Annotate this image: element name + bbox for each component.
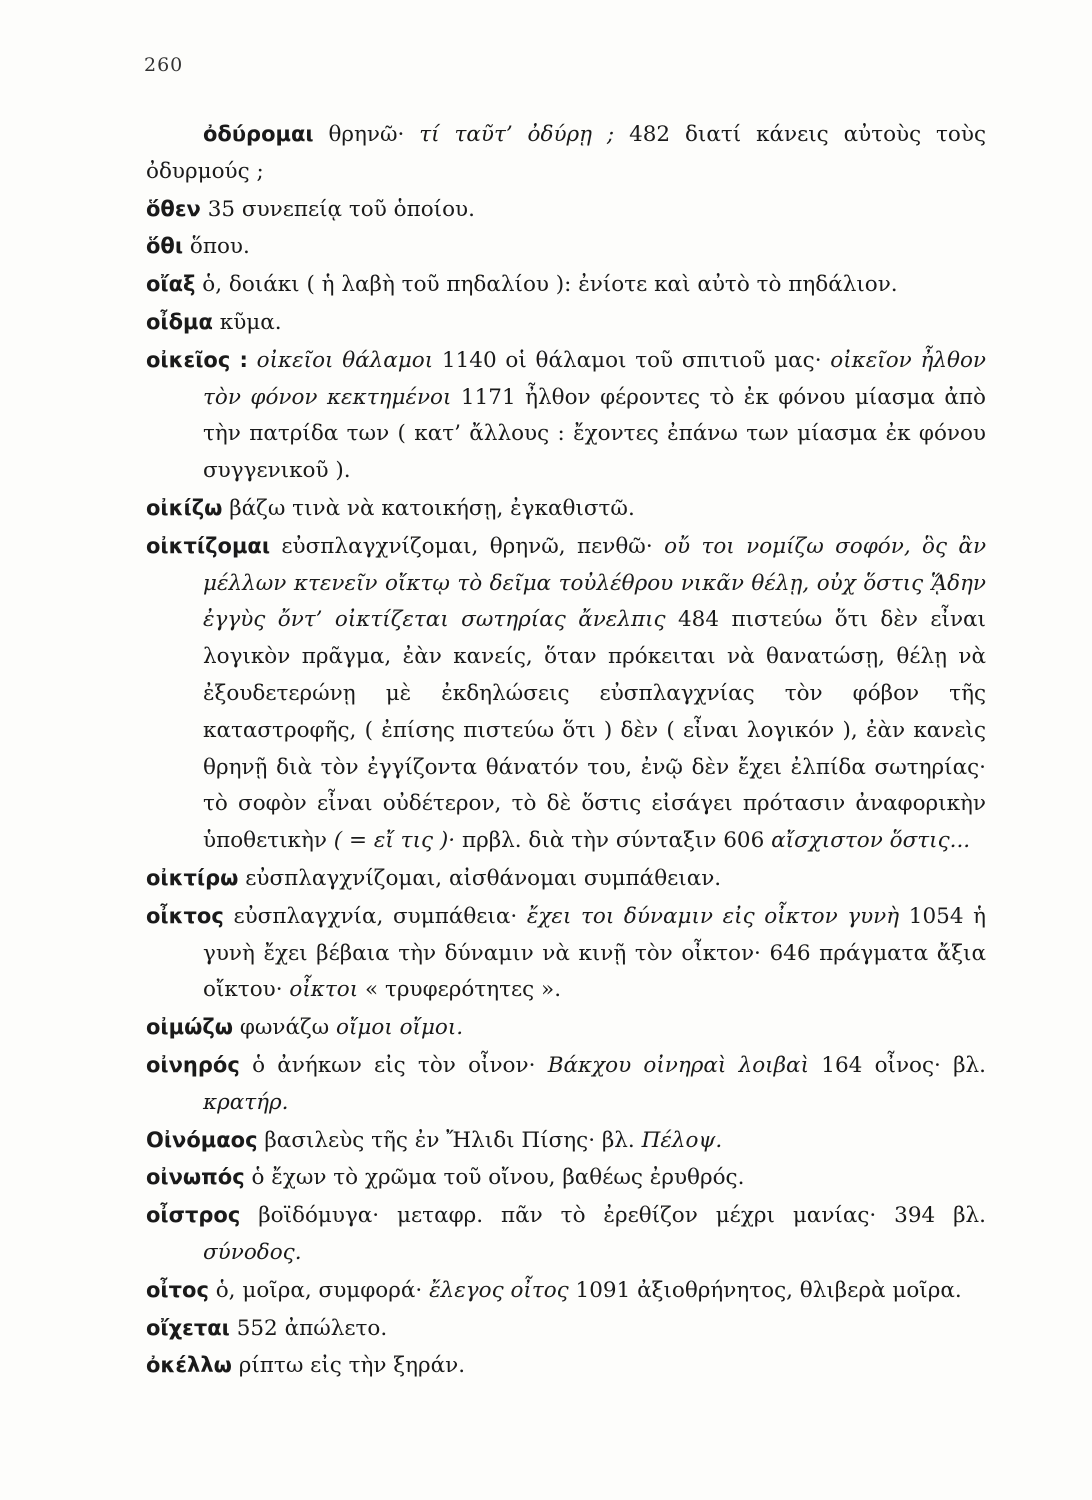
definition: 552 ἀπώλετο. — [236, 1315, 388, 1341]
headword: οἰκτίρω — [146, 865, 239, 890]
headword: οἰνηρός — [146, 1052, 240, 1077]
definition: 482 διατί κάνεις αὐτοὺς τοὺς ὀδυρμούς ; — [146, 122, 986, 184]
quotation: οἰκεῖον ἦλθον τὸν φόνον κεκτημένοι — [203, 347, 986, 410]
headword: ὀδύρομαι — [203, 122, 314, 146]
headword: ὅθι — [146, 234, 184, 259]
headword: οἰνωπός — [146, 1165, 245, 1190]
definition: εὐσπλαγχνίζομαι, αἰσθάνομαι συμπάθειαν. — [245, 865, 722, 891]
quotation: ἔλεγος οἶτος — [429, 1277, 569, 1303]
definition: εὐσπλαγχνίζομαι, θρηνῶ, πενθῶ· — [281, 533, 653, 559]
headword: οἴχεται — [146, 1315, 230, 1340]
entry-hothen — [146, 191, 986, 229]
entry-oiax — [146, 266, 986, 304]
cross-reference: Πέλοψ. — [641, 1127, 723, 1153]
entry-oiktiro — [146, 860, 986, 898]
definition: ὁ, μοῖρα, συμφορά· — [215, 1277, 423, 1303]
quotation: αἴσχιστον ὅστις... — [771, 828, 971, 854]
quotation: οἴμοι οἴμοι. — [336, 1015, 464, 1041]
definition: 1171 ἦλθον φέροντες τὸ ἐκ φόνου μίασμα ἀπὸ τὴν πατρίδα των ( κατ’ ἄλλους : ἔχοντες ἐπάνω των μίασμα ἐκ φόνου συγγενικοῦ ). — [203, 384, 986, 484]
entry-oikeios — [146, 342, 986, 490]
entry-oidma — [146, 304, 986, 342]
headword: οἰκίζω — [146, 495, 223, 520]
glossary-entries — [146, 116, 986, 1385]
entry-oinopos — [146, 1159, 986, 1197]
entry-oiktizomai — [146, 528, 986, 860]
quotation: ( = εἴ τις )· — [333, 828, 456, 854]
definition: βασιλεὺς τῆς ἐν Ἤλιδι Πίσης· βλ. — [264, 1127, 635, 1153]
definition: ὁ, δοιάκι ( ἡ λαβὴ τοῦ πηδαλίου ): ἐνίοτε καὶ αὐτὸ τὸ πηδάλιον. — [202, 272, 898, 298]
cross-reference: κρατήρ. — [203, 1089, 289, 1115]
definition: πρβλ. διὰ τὴν σύνταξιν 606 — [461, 828, 765, 854]
headword: οἶστρος — [146, 1203, 241, 1228]
entry-hothi — [146, 228, 986, 266]
definition: βοϊδόμυγα· μεταφρ. πᾶν τὸ ἐρεθίζον μέχρι μανίας· 394 βλ. — [258, 1203, 986, 1229]
definition: ὁ ἔχων τὸ χρῶμα τοῦ οἴνου, βαθέως ἐρυθρός. — [251, 1165, 745, 1191]
definition: 35 συνεπείᾳ τοῦ ὁποίου. — [207, 196, 475, 222]
definition: εὐσπλαγχνία, συμπάθεια· — [233, 903, 518, 929]
definition: βάζω τινὰ νὰ κατοικήσῃ, ἐγκαθιστῶ. — [229, 495, 635, 521]
headword: ὀκέλλω — [146, 1353, 232, 1378]
headword: ὅθεν — [146, 196, 201, 221]
headword: οἰκεῖος : — [146, 347, 248, 372]
entry-oiktos — [146, 898, 986, 1009]
headword: οἶκτος — [146, 903, 224, 928]
quotation: οἶκτοι — [289, 977, 359, 1003]
entry-odyromai — [146, 116, 986, 191]
definition: 1091 ἀξιοθρήνητος, θλιβερὰ μοῖρα. — [575, 1277, 962, 1303]
entry-oikizo — [146, 490, 986, 528]
definition: ρίπτω εἰς τὴν ξηράν. — [238, 1353, 466, 1379]
page-number: 260 — [144, 54, 184, 76]
definition: φωνάζω — [239, 1015, 330, 1041]
quotation: τί ταῦτ’ ὀδύρῃ ; — [419, 122, 615, 147]
headword: οἰμώζω — [146, 1015, 233, 1040]
definition: κῦμα. — [219, 309, 282, 335]
definition: « τρυφερότητες ». — [365, 977, 562, 1003]
headword: Οἰνόμαος — [146, 1127, 258, 1152]
definition: 1054 ἡ γυνὴ ἔχει βέβαια τὴν δύναμιν νὰ κινῇ τὸν οἶκτον· 646 πράγματα ἄξια οἴκτου· — [203, 903, 987, 1003]
definition: ὅπου. — [189, 234, 250, 260]
quotation: οὔ τοι νομίζω σοφόν, ὃς ἂν μέλλων κτενεῖν οἴκτῳ τὸ δεῖμα τοὐλέθρου νικᾶν θέλῃ, οὐχ ὅστις ᾍδην ἐγγὺς ὄντ’ οἰκτίζεται σωτηρίας ἄνελπις — [203, 533, 987, 633]
entry-oineros — [146, 1047, 986, 1122]
entry-oinomaos — [146, 1122, 986, 1160]
headword: οἶδμα — [146, 309, 213, 334]
entry-oitos — [146, 1272, 986, 1310]
entry-okello — [146, 1347, 986, 1385]
definition: 484 πιστεύω ὅτι δὲν εἶναι λογικὸν πρᾶγμα, ἐὰν κανείς, ὅταν πρόκειται νὰ θανατώσῃ, θέλῃ νὰ ἐξουδετερώνῃ μὲ ἐκδηλώσεις εὐσπλαγχνίας τὸν φόβον τῆς καταστροφῆς, ( ἐπίσης πιστεύω ὅτι ) δὲν ( εἶναι λογικόν ), ἐὰν κανεὶς θρηνῇ διὰ τὸν ἐγγίζοντα θάνατόν του, ἐνῷ δὲν ἔχει ἐλπίδα σωτηρίας· τὸ σοφὸν εἶναι οὐδέτερον, τὸ δὲ ὅστις εἰσάγει πρότασιν ἀναφορικὴν ὑποθετικὴν — [203, 607, 986, 854]
headword: οἶτος — [146, 1277, 209, 1302]
definition: 1140 οἱ θάλαμοι τοῦ σπιτιοῦ μας· — [441, 347, 822, 373]
entry-oimozo — [146, 1009, 986, 1047]
definition: ὁ ἀνήκων εἰς τὸν οἶνον· — [252, 1052, 536, 1078]
definition: θρηνῶ· — [328, 122, 405, 147]
entry-oistros — [146, 1197, 986, 1272]
cross-reference: σύνοδος. — [203, 1239, 302, 1265]
quotation: οἰκεῖοι θάλαμοι — [256, 347, 434, 373]
entry-oichetai — [146, 1310, 986, 1348]
quotation: Βάκχου οἰνηραὶ λοιβαὶ — [547, 1052, 809, 1078]
headword: οἴαξ — [146, 272, 196, 297]
headword: οἰκτίζομαι — [146, 533, 271, 558]
quotation: ἔχει τοι δύναμιν εἰς οἶκτον γυνὴ — [526, 903, 900, 929]
definition: 164 οἶνος· βλ. — [821, 1052, 987, 1078]
